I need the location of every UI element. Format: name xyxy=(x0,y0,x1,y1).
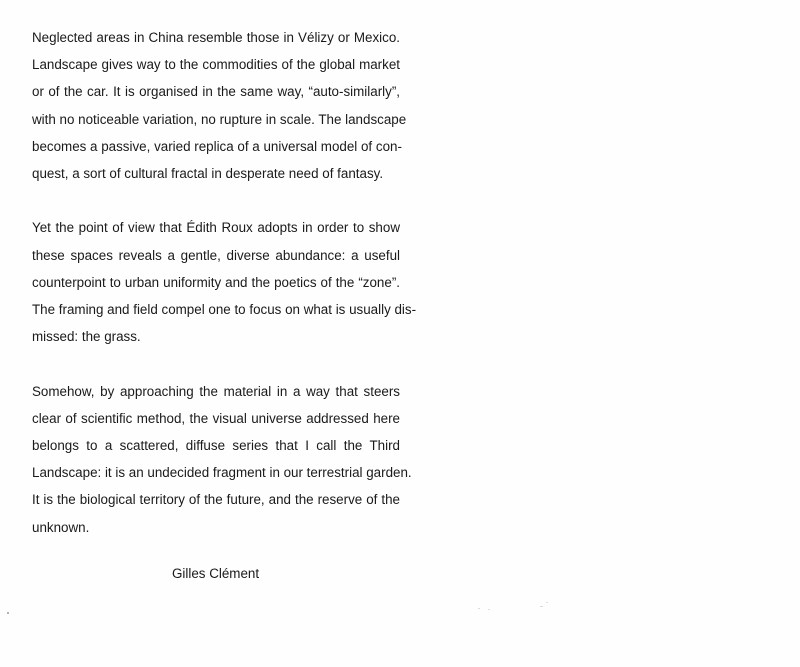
paragraph-2-line-3: counterpoint to urban uniformity and the poetics of the “zone”. xyxy=(32,274,400,290)
paragraph-3 xyxy=(32,378,412,541)
paragraph-1-line-4: with no noticeable variation, no rupture in scale. The landscape xyxy=(32,111,407,127)
paragraph-2-line-5: missed: the grass. xyxy=(32,329,141,345)
paragraph-3-line-5: It is the biological territory of the future, and the reserve of the xyxy=(32,492,400,508)
scan-speck xyxy=(540,606,543,607)
paragraph-3-line-4: Landscape: it is an undecided fragment in our terrestrial garden. xyxy=(32,465,412,481)
paragraph-2-line-2: these spaces reveals a gentle, diverse abundance: a useful xyxy=(32,247,400,263)
paragraph-1-line-5: becomes a passive, varied replica of a universal model of con- xyxy=(32,138,402,154)
paragraph-3-line-6: unknown. xyxy=(32,519,90,535)
author-signature: Gilles Clément xyxy=(172,566,260,581)
scan-speck xyxy=(488,609,490,610)
paragraph-2-line-4: The framing and field compel one to focus on what is usually dis- xyxy=(32,302,417,318)
essay-body xyxy=(32,24,417,541)
scan-speck xyxy=(546,602,548,603)
paragraph-1-line-3: or of the car. It is organised in the same way, “auto-similarly”, xyxy=(32,84,400,100)
scan-speck xyxy=(7,612,9,614)
paragraph-1-line-6: quest, a sort of cultural fractal in desperate need of fantasy. xyxy=(32,166,384,182)
paragraph-3-line-2: clear of scientific method, the visual universe addressed here xyxy=(32,410,400,426)
paragraph-1-line-2: Landscape gives way to the commodities of the global market xyxy=(32,57,400,73)
paragraph-3-line-3: belongs to a scattered, diffuse series that I call the Third xyxy=(32,438,400,454)
paragraph-2 xyxy=(32,214,417,350)
paragraph-1-line-1: Neglected areas in China resemble those in Vélizy or Mexico. xyxy=(32,30,400,45)
paragraph-3-line-1: Somehow, by approaching the material in a way that steers xyxy=(32,383,400,399)
paragraph-1 xyxy=(32,24,407,187)
paragraph-2-line-1: Yet the point of view that Édith Roux adopts in order to show xyxy=(32,220,400,236)
scan-speck xyxy=(478,608,480,609)
